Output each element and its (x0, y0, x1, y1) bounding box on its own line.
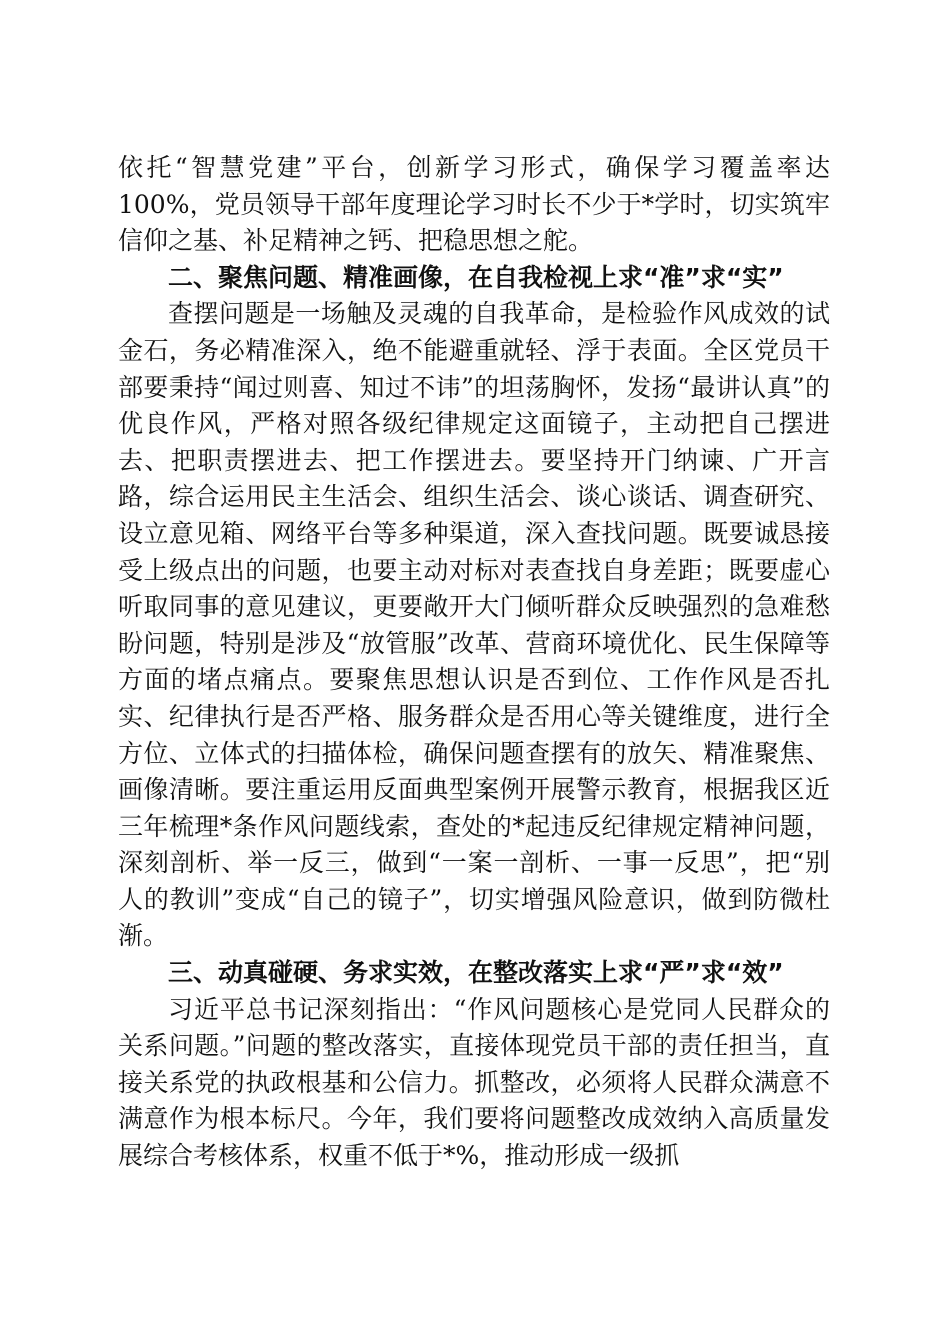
section-heading-2: 二、聚焦问题、精准画像，在自我检视上求“准”求“实” (168, 262, 784, 292)
document-page (118, 150, 830, 1175)
paragraph-1: 依托“智慧党建”平台，创新学习形式，确保学习覆盖率达100%，党员领导干部年度理论学习时长不少于*学时，切实筑牢信仰之基、补足精神之钙、把稳思想之舵。 (118, 153, 830, 256)
section-heading-3: 三、动真碰硬、务求实效，在整改落实上求“严”求“效” (168, 958, 784, 988)
paragraph-2: 查摆问题是一场触及灵魂的自我革命，是检验作风成效的试金石，务必精准深入，绝不能避重就轻、浮于表面。全区党员干部要秉持“闻过则喜、知过不讳”的坦荡胸怀，发扬“最讲认真”的优良作风，严格对照各级纪律规定这面镜子，主动把自己摆进去、把职责摆进去、把工作摆进去。要坚持开门纳谏、广开言路，综合运用民主生活会、组织生活会、谈心谈话、调查研究、设立意见箱、网络平台等多种渠道，深入查找问题。既要诚恳接受上级点出的问题，也要主动对标对表查找自身差距；既要虚心听取同事的意见建议，更要敞开大门倾听群众反映强烈的急难愁盼问题，特别是涉及“放管服”改革、营商环境优化、民生保障等方面的堵点痛点。要聚焦思想认识是否到位、工作作风是否扎实、纪律执行是否严格、服务群众是否用心等关键维度，进行全方位、立体式的扫描体检，确保问题查摆有的放矢、精准聚焦、画像清晰。要注重运用反面典型案例开展警示教育，根据我区近三年梳理*条作风问题线索，查处的*起违反纪律规定精神问题，深刻剖析、举一反三，做到“一案一剖析、一事一反思”，把“别人的教训”变成“自己的镜子”，切实增强风险意识，做到防微杜渐。 (118, 299, 830, 951)
paragraph-3: 习近平总书记深刻指出：“作风问题核心是党同人民群众的关系问题。”问题的整改落实，直接体现党员干部的责任担当，直接关系党的执政根基和公信力。抓整改，必须将人民群众满意不满意作为根本标尺。今年，我们要将问题整改成效纳入高质量发展综合考核体系，权重不低于*%，推动形成一级抓 (118, 994, 830, 1171)
